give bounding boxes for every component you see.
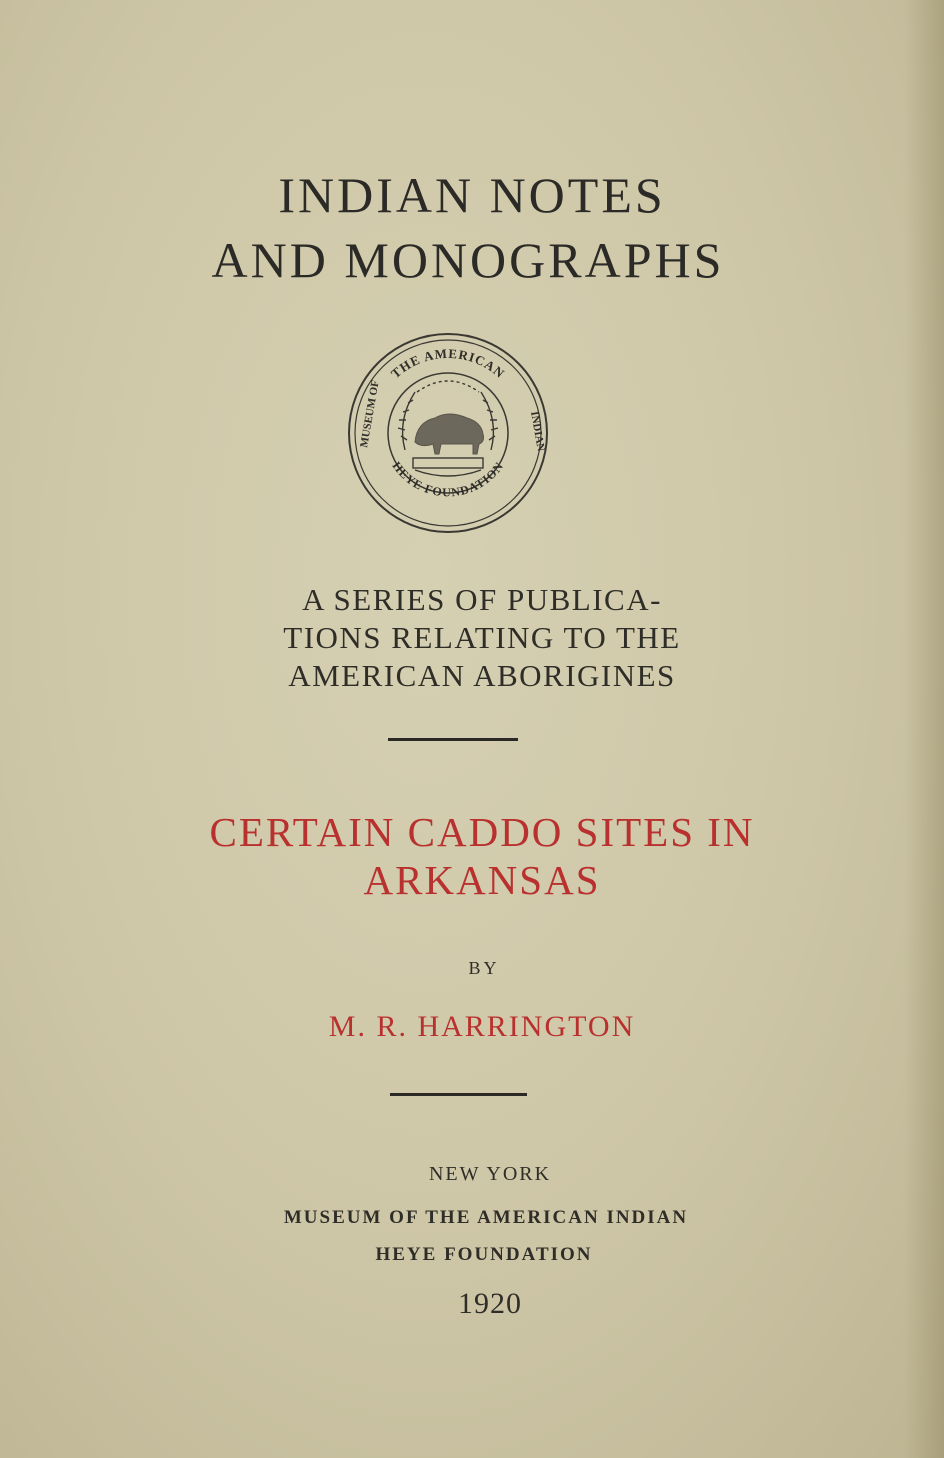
museum-seal-icon xyxy=(345,330,551,536)
series-subtitle-line3: AMERICAN ABORIGINES xyxy=(288,658,676,693)
imprint-foundation: HEYE FOUNDATION xyxy=(375,1244,593,1265)
series-subtitle-line1: A SERIES OF PUBLICA- xyxy=(302,582,662,617)
series-title-line1: INDIAN NOTES xyxy=(278,167,666,223)
imprint-year: 1920 xyxy=(458,1287,522,1320)
seal-left-text: MUSEUM OF xyxy=(358,379,382,449)
author-name: M. R. HARRINGTON xyxy=(328,1010,636,1043)
imprint-publisher: MUSEUM OF THE AMERICAN INDIAN xyxy=(283,1207,689,1228)
divider-rule xyxy=(388,738,518,741)
series-title-line2: AND MONOGRAPHS xyxy=(211,232,725,288)
byline-by: BY xyxy=(468,958,500,978)
svg-text:THE AMERICAN xyxy=(388,346,508,381)
svg-text:HEYE FOUNDATION xyxy=(390,459,507,499)
seal-bottom-text: HEYE FOUNDATION xyxy=(389,458,507,500)
imprint-place: NEW YORK xyxy=(428,1163,552,1185)
seal-top-text: THE AMERICAN xyxy=(388,345,508,382)
series-subtitle-line2: TIONS RELATING TO THE xyxy=(283,620,681,655)
divider-rule xyxy=(390,1093,527,1096)
seal-right-text: INDIAN xyxy=(528,410,547,453)
work-title-line2: ARKANSAS xyxy=(363,857,601,903)
work-title-line1: CERTAIN CADDO SITES IN xyxy=(209,809,755,855)
